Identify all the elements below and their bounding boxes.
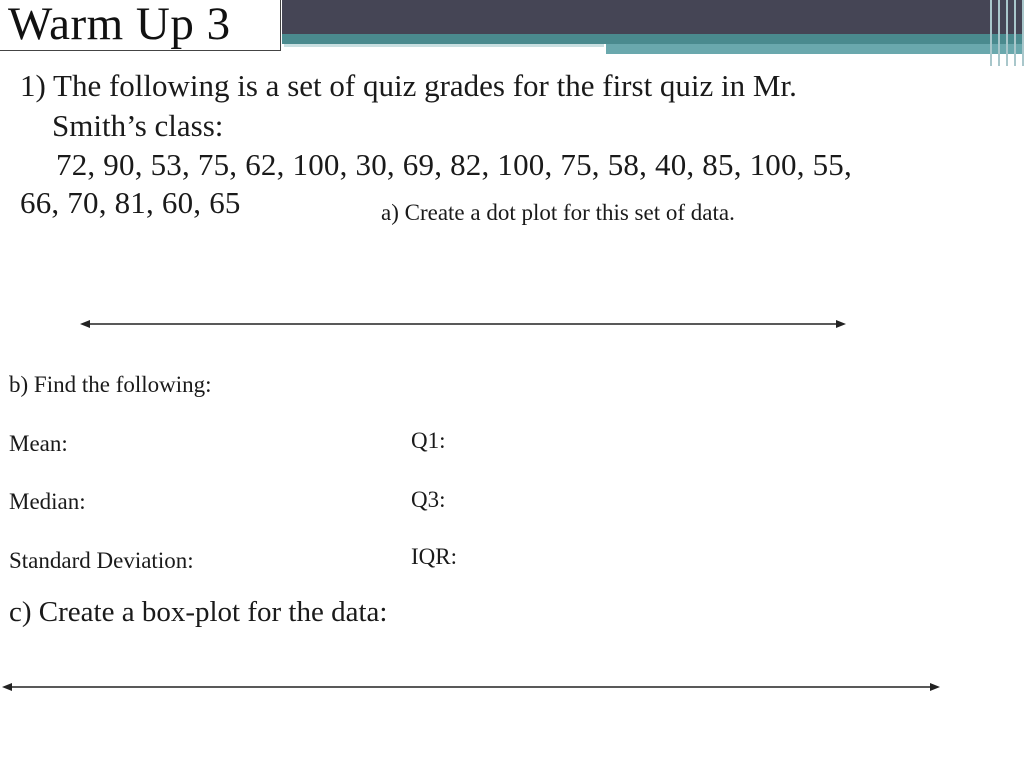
q1-label: Q1: bbox=[411, 428, 446, 453]
part-b-instruction: b) Find the following: bbox=[9, 372, 212, 397]
mean-label: Mean: bbox=[9, 431, 68, 456]
slide-title: Warm Up 3 bbox=[8, 0, 231, 50]
header-bar-thin bbox=[284, 44, 604, 47]
grades-line-1: 72, 90, 53, 75, 62, 100, 30, 69, 82, 100, 75, 58, 40, 85, 100, 55, bbox=[56, 147, 852, 182]
q3-label: Q3: bbox=[411, 487, 446, 512]
title-box bbox=[0, 0, 281, 51]
box-plot-number-line bbox=[2, 679, 940, 695]
median-label: Median: bbox=[9, 489, 86, 514]
iqr-label: IQR: bbox=[411, 544, 457, 569]
dot-plot-number-line bbox=[80, 316, 846, 332]
header-bar-teal bbox=[282, 34, 1024, 44]
question-text bbox=[20, 66, 960, 146]
grades-line-2: 66, 70, 81, 60, 65 bbox=[20, 185, 241, 220]
question-line-1: 1) The following is a set of quiz grades for the first quiz in Mr. bbox=[20, 68, 797, 103]
header-bar-teal-light bbox=[606, 44, 1024, 54]
header-stripes bbox=[990, 0, 1024, 66]
part-a-instruction: a) Create a dot plot for this set of data. bbox=[381, 200, 735, 225]
std-dev-label: Standard Deviation: bbox=[9, 548, 194, 573]
header-bar-dark bbox=[282, 0, 1024, 34]
part-c-instruction: c) Create a box-plot for the data: bbox=[9, 596, 388, 628]
question-line-2: Smith’s class: bbox=[52, 108, 224, 143]
